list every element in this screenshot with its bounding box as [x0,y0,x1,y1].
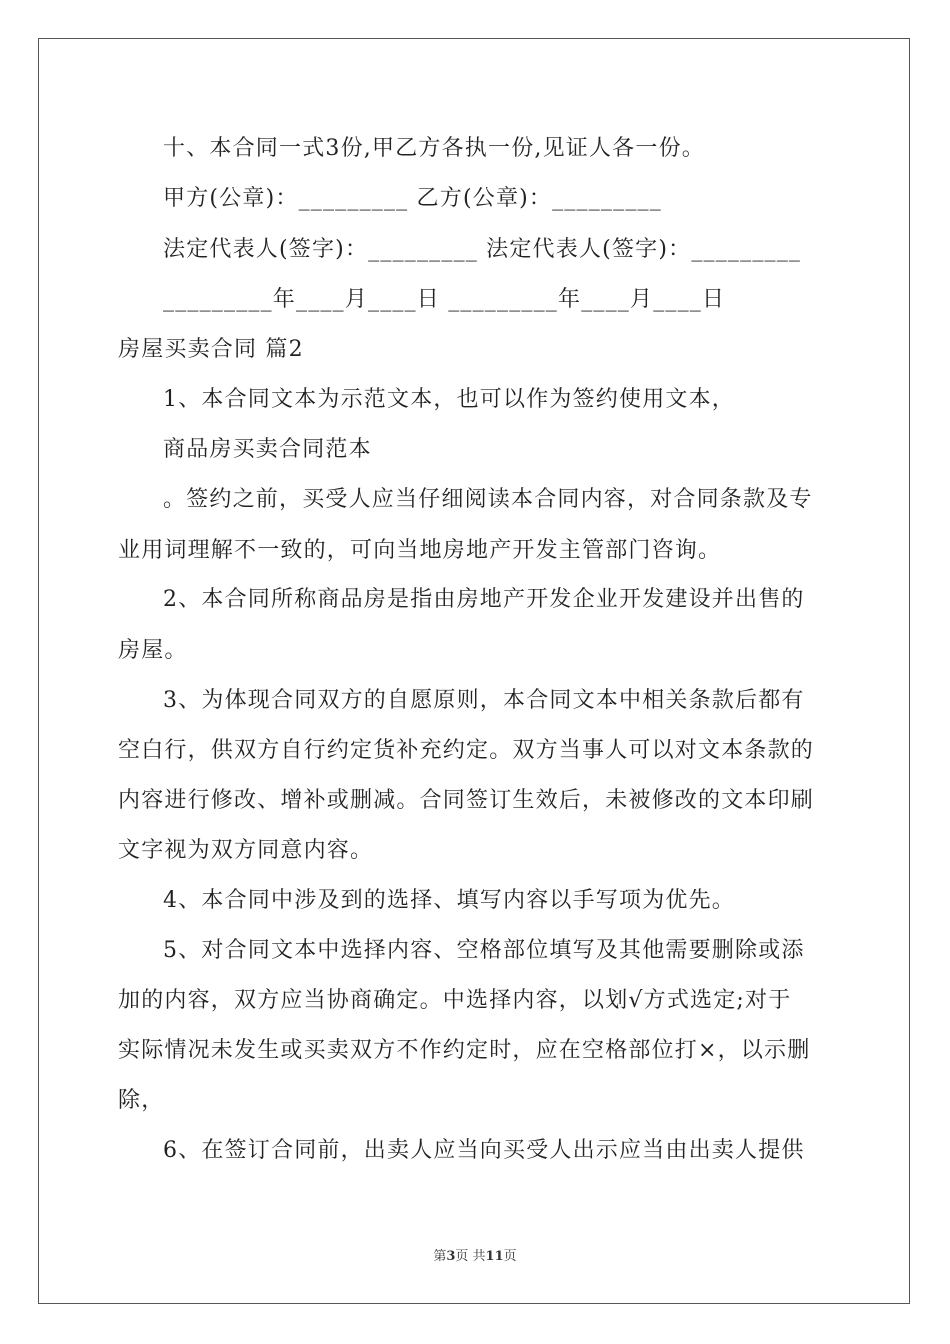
paragraph-line: 除， [118,1088,165,1113]
footer-mid: 页 共 [455,1249,486,1264]
paragraph-line: 。签约之前，买受人应当仔细阅读本合同内容，对合同条款及专 [163,487,813,512]
paragraph-line: 商品房买卖合同范本 [163,437,372,462]
page-border [38,38,910,1304]
date-line: _________年____月____日 _________年____月____日 [163,287,726,312]
paragraph-line: 1、本合同文本为示范文本，也可以作为签约使用文本， [163,387,735,412]
paragraph-line: 加的内容，双方应当协商确定。中选择内容，以划√方式选定;对于 [118,988,792,1013]
party-seal-line: 甲方(公章)：_________ 乙方(公章)：_________ [163,186,662,211]
section-title: 房屋买卖合同 篇2 [118,337,304,362]
total-pages: 11 [485,1249,504,1264]
paragraph-line: 实际情况未发生或买卖双方不作约定时，应在空格部位打×，以示删 [118,1038,811,1063]
paragraph-line: 5、对合同文本中选择内容、空格部位填写及其他需要删除或添 [163,938,805,963]
page-number: 3 [446,1249,456,1264]
paragraph-line: 文字视为双方同意内容。 [118,838,374,863]
footer-suffix: 页 [503,1249,517,1264]
paragraph-line: 3、为体现合同双方的自愿原则，本合同文本中相关条款后都有 [163,688,805,713]
paragraph-line: 内容进行修改、增补或删减。合同签订生效后，未被修改的文本印刷 [118,788,815,813]
clause-ten: 十、本合同一式3份,甲乙方各执一份,见证人各一份。 [163,136,705,161]
paragraph-line: 4、本合同中涉及到的选择、填写内容以手写项为优先。 [163,888,735,913]
paragraph-line: 房屋。 [118,638,188,663]
page-footer [0,1245,950,1264]
paragraph-line: 6、在签订合同前，出卖人应当向买受人出示应当由出卖人提供 [163,1138,805,1163]
paragraph-line: 2、本合同所称商品房是指由房地产开发企业开发建设并出售的 [163,587,805,612]
paragraph-line: 空白行，供双方自行约定货补充约定。双方当事人可以对文本条款的 [118,738,815,763]
legal-rep-signature-line: 法定代表人(签字)：_________ 法定代表人(签字)：_________ [163,237,802,262]
paragraph-line: 业用词理解不一致的，可向当地房地产开发主管部门咨询。 [118,538,722,563]
footer-prefix: 第 [433,1249,447,1264]
